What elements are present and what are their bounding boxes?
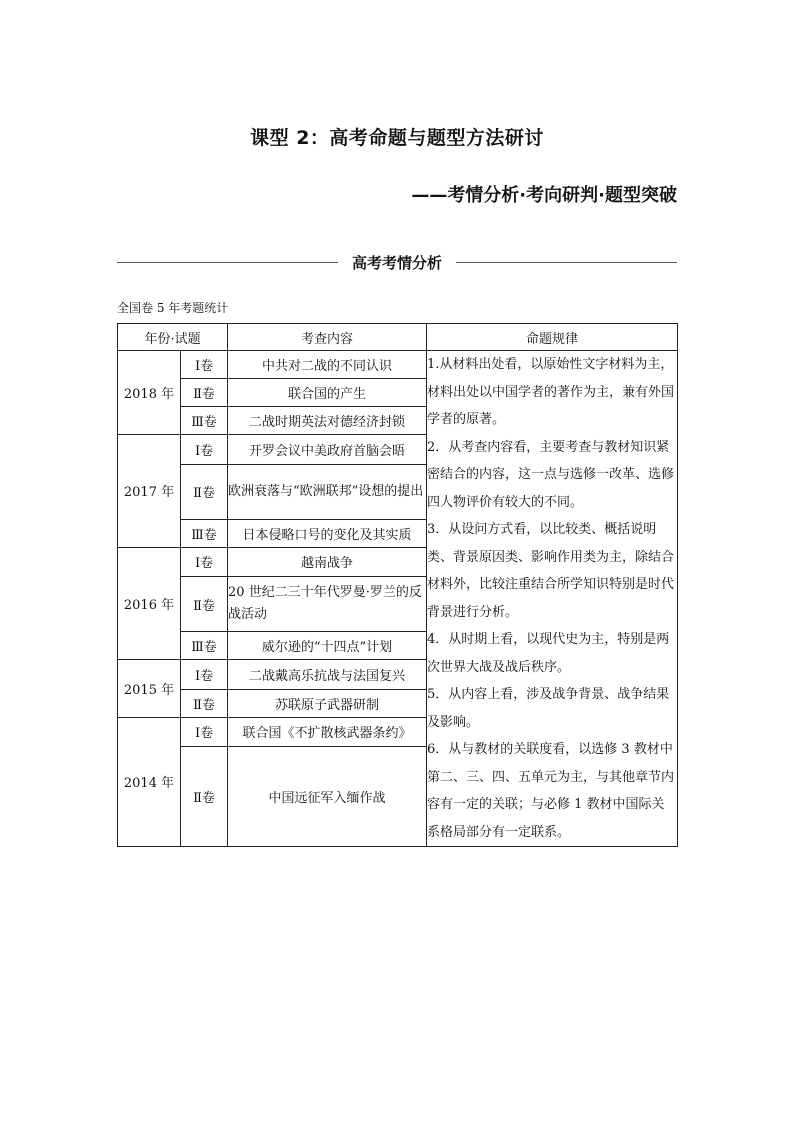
content-cell: 中共对二战的不同认识 xyxy=(228,351,427,379)
content-cell: 欧洲衰落与“欧洲联邦”设想的提出 xyxy=(228,464,427,519)
rule-item: 4．从时期上看，以现代史为主，特别是两次世界大战及战后秩序。 xyxy=(427,632,670,675)
exam-stats-table xyxy=(117,323,678,847)
table-row xyxy=(118,351,678,379)
content-cell: 苏联原子武器研制 xyxy=(228,689,427,717)
content-cell: 二战戴高乐抗战与法国复兴 xyxy=(228,660,427,690)
volume-cell: Ⅰ卷 xyxy=(181,351,228,379)
content-cell: 威尔逊的“十四点”计划 xyxy=(228,632,427,660)
volume-cell: Ⅲ卷 xyxy=(181,519,228,547)
heading-rule-left xyxy=(117,262,338,263)
content-cell: 越南战争 xyxy=(228,547,427,577)
section-heading xyxy=(117,250,677,274)
volume-cell: Ⅱ卷 xyxy=(181,689,228,717)
year-cell: 2018 年 xyxy=(118,351,181,435)
header-year-exam: 年份·试题 xyxy=(118,324,228,351)
content-cell: 开罗会议中美政府首脑会晤 xyxy=(228,435,427,465)
rule-item: 6．从与教材的关联度看，以选修 3 教材中第二、三、四、五单元为主，与其他章节内容有一定的关联；与必修 1 教材中国际关系格局部分有一定联系。 xyxy=(427,742,675,840)
content-cell: 联合国的产生 xyxy=(228,379,427,407)
section-heading-text: 高考考情分析 xyxy=(352,253,443,272)
volume-cell: Ⅱ卷 xyxy=(181,379,228,407)
heading-rule-right xyxy=(456,262,677,263)
year-cell: 2015 年 xyxy=(118,660,181,718)
volume-cell: Ⅰ卷 xyxy=(181,435,228,465)
rule-item: 2．从考查内容看，主要考查与教材知识紧密结合的内容，这一点与选修一改革、选修四人物评价有较大的不同。 xyxy=(427,439,675,510)
header-rules: 命题规律 xyxy=(427,324,678,351)
volume-cell: Ⅰ卷 xyxy=(181,660,228,690)
volume-cell: Ⅰ卷 xyxy=(181,547,228,577)
year-cell: 2016 年 xyxy=(118,547,181,660)
rule-item: 3．从设问方式看，以比较类、概括说明类、背景原因类、影响作用类为主，除结合材料外，比较注重结合所学知识特别是时代背景进行分析。 xyxy=(427,522,675,620)
header-content: 考查内容 xyxy=(228,324,427,351)
volume-cell: Ⅲ卷 xyxy=(181,407,228,435)
volume-cell: Ⅱ卷 xyxy=(181,464,228,519)
rules-cell xyxy=(427,351,678,847)
rule-item: 1.从材料出处看，以原始性文字材料为主，材料出处以中国学者的著作为主，兼有外国学者的原著。 xyxy=(427,357,675,427)
year-cell: 2017 年 xyxy=(118,435,181,548)
rule-item: 5．从内容上看，涉及战争背景、战争结果及影响。 xyxy=(427,687,670,730)
table-header-row xyxy=(118,324,678,351)
year-cell: 2014 年 xyxy=(118,717,181,847)
page-subtitle: ——考情分析·考向研判·题型突破 xyxy=(411,185,677,206)
volume-cell: Ⅱ卷 xyxy=(181,747,228,847)
volume-cell: Ⅱ卷 xyxy=(181,577,228,632)
content-cell: 联合国《不扩散核武器条约》 xyxy=(228,717,427,747)
table-caption: 全国卷 5 年考题统计 xyxy=(117,301,229,315)
content-cell: 20 世纪二三十年代罗曼·罗兰的反战活动 xyxy=(228,577,427,632)
content-cell: 中国远征军入缅作战 xyxy=(228,747,427,847)
volume-cell: Ⅰ卷 xyxy=(181,717,228,747)
volume-cell: Ⅲ卷 xyxy=(181,632,228,660)
content-cell: 日本侵略口号的变化及其实质 xyxy=(228,519,427,547)
page-title: 课型 2：高考命题与题型方法研讨 xyxy=(250,127,544,149)
content-cell: 二战时期英法对德经济封锁 xyxy=(228,407,427,435)
